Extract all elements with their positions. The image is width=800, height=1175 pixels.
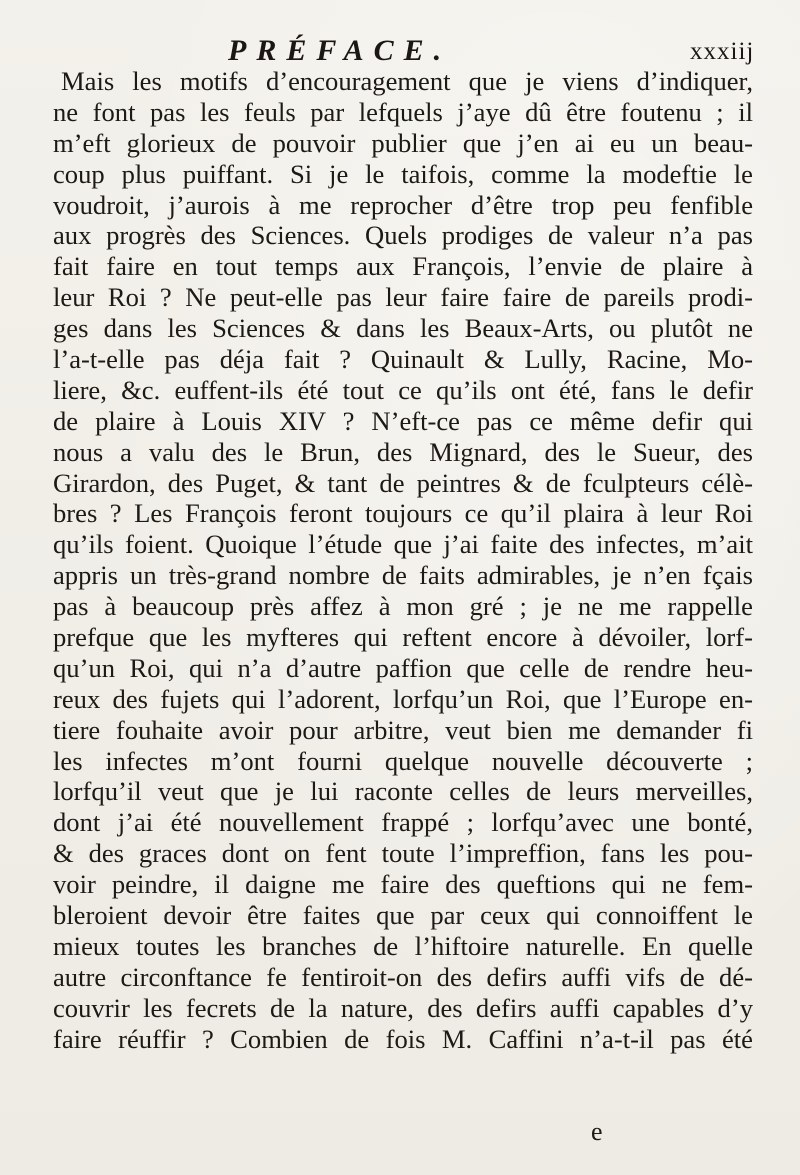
text-line: bleroient devoir être faites que par ceux qui connoiffent le (53, 900, 753, 931)
running-title: PRÉFACE. (228, 34, 452, 67)
text-line: mieux toutes les branches de l’hiftoire naturelle. En quelle (53, 930, 753, 961)
text-line: qu’ils foient. Quoique l’étude que j’ai faite des infectes, m’ait (53, 529, 753, 560)
text-line: reux des fujets qui l’adorent, lorfqu’un Roi, que l’Europe en- (53, 683, 753, 714)
text-line: ges dans les Sciences & dans les Beaux-Arts, ou plutôt ne (53, 313, 753, 344)
text-line: voir peindre, il daigne me faire des queftions qui ne fem- (53, 869, 753, 900)
text-line: liere, &c. euffent-ils été tout ce qu’ils ont été, fans le defir (53, 374, 753, 405)
text-line: appris un très-grand nombre de faits admirables, je n’en fçais (53, 560, 753, 591)
text-line: dont j’ai été nouvellement frappé ; lorfqu’avec une bonté, (53, 807, 753, 838)
text-line: qu’un Roi, qui n’a d’autre paffion que celle de rendre heu- (53, 652, 753, 683)
text-line: nous a valu des le Brun, des Mignard, des le Sueur, des (53, 436, 753, 467)
text-line: coup plus puiffant. Si je le taifois, comme la modeftie le (53, 158, 753, 189)
text-line: prefque que les myfteres qui reftent encore à dévoiler, lorf- (53, 622, 753, 653)
text-line: l’a-t-elle pas déja fait ? Quinault & Lully, Racine, Mo- (53, 344, 753, 375)
text-line: tiere fouhaite avoir pour arbitre, veut bien me demander fi (53, 714, 753, 745)
text-line: m’eft glorieux de pouvoir publier que j’en ai eu un beau- (53, 127, 753, 158)
body-text (53, 66, 753, 1055)
text-line: pas à beaucoup près affez à mon gré ; je ne me rappelle (53, 591, 753, 622)
text-line: couvrir les fecrets de la nature, des defirs auffi capables d’y (53, 992, 753, 1023)
text-line: faire réuffir ? Combien de fois M. Caffini n’a-t-il pas été (53, 1023, 753, 1054)
text-line: voudroit, j’aurois à me reprocher d’être trop peu fenfible (53, 189, 753, 220)
catchword: e (591, 1117, 603, 1146)
text-line: Girardon, des Puget, & tant de peintres & de fculpteurs célè- (53, 467, 753, 498)
text-line: fait faire en tout temps aux François, l’envie de plaire à (53, 251, 753, 282)
text-line: & des graces dont on fent toute l’impreffion, fans les pou- (53, 838, 753, 869)
text-line: les infectes m’ont fourni quelque nouvelle découverte ; (53, 745, 753, 776)
text-line: leur Roi ? Ne peut-elle pas leur faire faire de pareils prodi- (53, 282, 753, 313)
text-line: lorfqu’il veut que je lui raconte celles de leurs merveilles, (53, 776, 753, 807)
text-line: ne font pas les feuls par lefquels j’aye dû être foutenu ; il (53, 96, 753, 127)
text-line: bres ? Les François feront toujours ce qu’il plaira à leur Roi (53, 498, 753, 529)
page-number: xxxiij (690, 38, 755, 65)
text-line: de plaire à Louis XIV ? N’eft-ce pas ce même defir qui (53, 405, 753, 436)
text-line: aux progrès des Sciences. Quels prodiges de valeur n’a pas (53, 220, 753, 251)
text-line: Mais les motifs d’encouragement que je viens d’indiquer, (61, 66, 753, 96)
text-line: autre circonftance fe fentiroit-on des defirs auffi vifs de dé- (53, 961, 753, 992)
